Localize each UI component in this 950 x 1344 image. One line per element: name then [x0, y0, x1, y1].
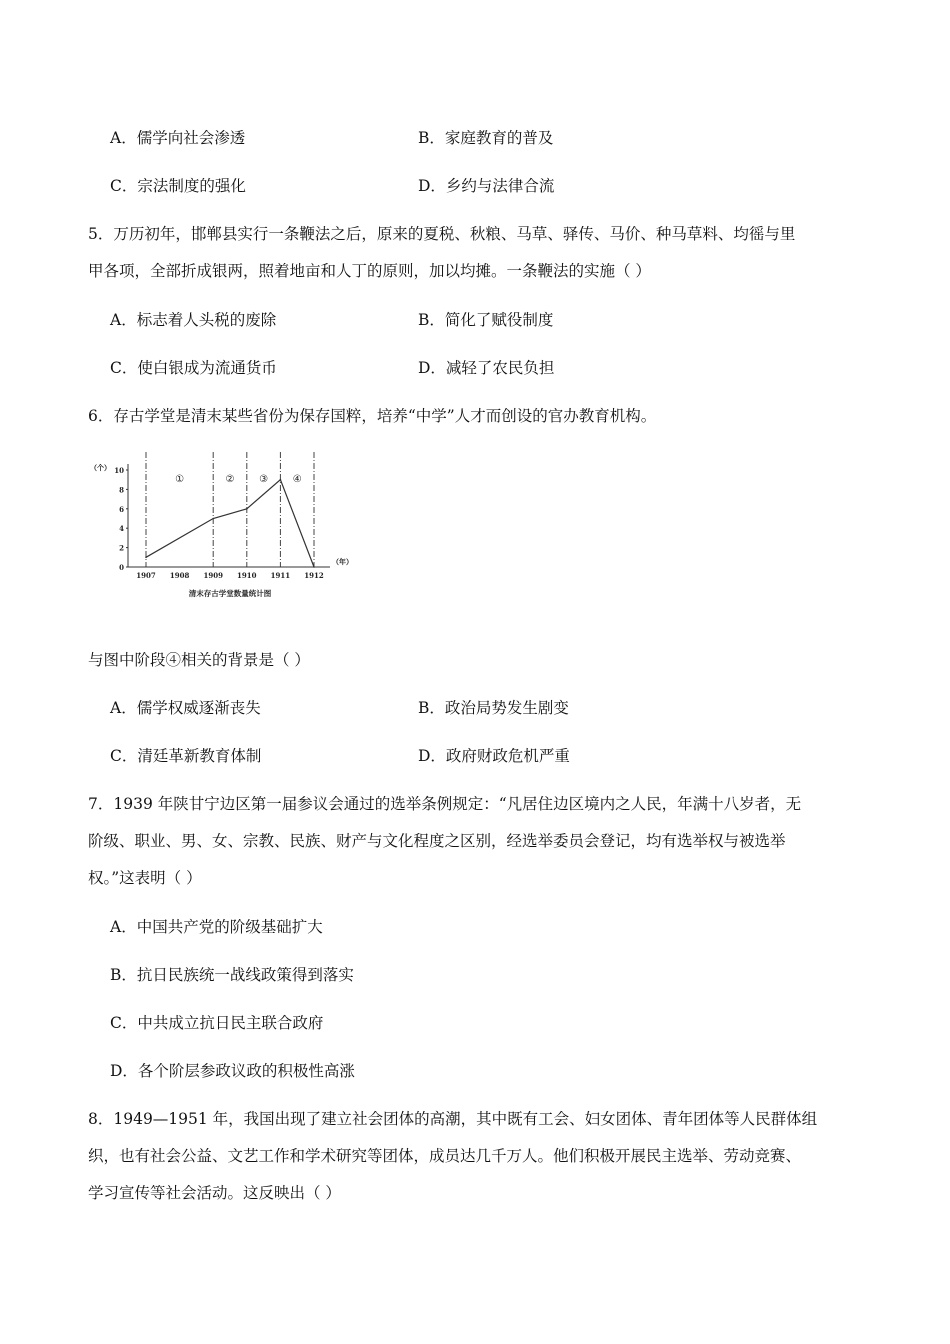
y-tick-label: 6: [119, 504, 124, 514]
q6-option-c: C．清廷革新教育体制: [110, 747, 262, 765]
data-point: [280, 479, 282, 481]
q8-stem-line1: 8．1949—1951 年，我国出现了建立社会团体的高潮，其中既有工会、妇女团体、青年团体等人民群体组: [88, 1110, 818, 1128]
q7-option-d: D．各个阶层参政议政的积极性高涨: [110, 1062, 355, 1080]
y-tick-label: 4: [119, 524, 124, 534]
x-tick-label: 1909: [203, 571, 223, 580]
q7-option-a: A．中国共产党的阶级基础扩大: [110, 918, 323, 936]
y-tick-label: 8: [119, 485, 124, 495]
y-tick-label: 0: [119, 563, 124, 572]
data-point: [246, 508, 248, 510]
q8-stem-line2: 织，也有社会公益、文艺工作和学术研究等团体，成员达几千万人。他们积极开展民主选举、劳动竞赛、: [88, 1147, 802, 1165]
q4-option-a: A．儒学向社会渗透: [110, 129, 246, 147]
y-tick-label: 10: [114, 466, 124, 475]
q5-option-d: D．减轻了农民负担: [418, 359, 555, 377]
data-series-line: [146, 480, 314, 567]
stage-label: ④: [292, 474, 302, 485]
stage-line-chart: [88, 448, 378, 608]
x-tick-label: 1907: [136, 571, 156, 580]
data-point: [313, 566, 315, 568]
q8-stem-line3: 学习宣传等社会活动。这反映出（ ）: [88, 1184, 341, 1202]
x-tick-label: 1912: [304, 571, 324, 580]
q5-option-a: A．标志着人头税的废除: [110, 311, 277, 329]
chart-title: 清末存古学堂数量统计图: [188, 589, 272, 598]
q5-stem-line1: 5．万历初年，邯郸县实行一条鞭法之后，原来的夏税、秋粮、马草、驿传、马价、种马草料、均徭与里: [88, 225, 796, 243]
y-axis-unit-label: （个）: [90, 463, 111, 472]
q6-stem-line1: 6．存古学堂是清末某些省份为保存国粹，培养“中学”人才而创设的官办教育机构。: [88, 407, 657, 425]
stage-label: ①: [175, 474, 185, 485]
q4-option-c: C．宗法制度的强化: [110, 177, 246, 195]
q5-stem-line2: 甲各项，全部折成银两，照着地亩和人丁的原则，加以均摊。一条鞭法的实施（ ）: [88, 262, 651, 280]
x-tick-label: 1910: [237, 571, 257, 580]
q4-option-b: B．家庭教育的普及: [418, 129, 554, 147]
data-point: [212, 518, 214, 520]
q7-stem-line3: 权。”这表明（ ）: [88, 869, 202, 887]
x-tick-label: 1911: [270, 571, 291, 580]
data-point: [145, 557, 147, 559]
q7-stem-line2: 阶级、职业、男、女、宗教、民族、财产与文化程度之区别，经选举委员会登记，均有选举权与被选举: [88, 832, 786, 850]
q6-stem-line2: 与图中阶段④相关的背景是（ ）: [88, 651, 310, 669]
y-tick-label: 2: [119, 543, 124, 553]
q7-option-c: C．中共成立抗日民主联合政府: [110, 1014, 324, 1032]
q4-option-d: D．乡约与法律合流: [418, 177, 555, 195]
x-axis-unit-label: （年）: [332, 557, 353, 566]
q6-option-b: B．政治局势发生剧变: [418, 699, 569, 717]
q6-option-d: D．政府财政危机严重: [418, 747, 570, 765]
stage-label: ③: [259, 474, 269, 485]
q5-option-b: B．简化了赋役制度: [418, 311, 554, 329]
stage-label: ②: [225, 474, 235, 485]
q7-stem-line1: 7．1939 年陕甘宁边区第一届参议会通过的选举条例规定：“凡居住边区境内之人民，年满十八岁者，无: [88, 795, 802, 813]
q6-option-a: A．儒学权威逐渐丧失: [110, 699, 261, 717]
q5-option-c: C．使白银成为流通货币: [110, 359, 277, 377]
q7-option-b: B．抗日民族统一战线政策得到落实: [110, 966, 354, 984]
x-tick-label: 1908: [169, 571, 190, 580]
